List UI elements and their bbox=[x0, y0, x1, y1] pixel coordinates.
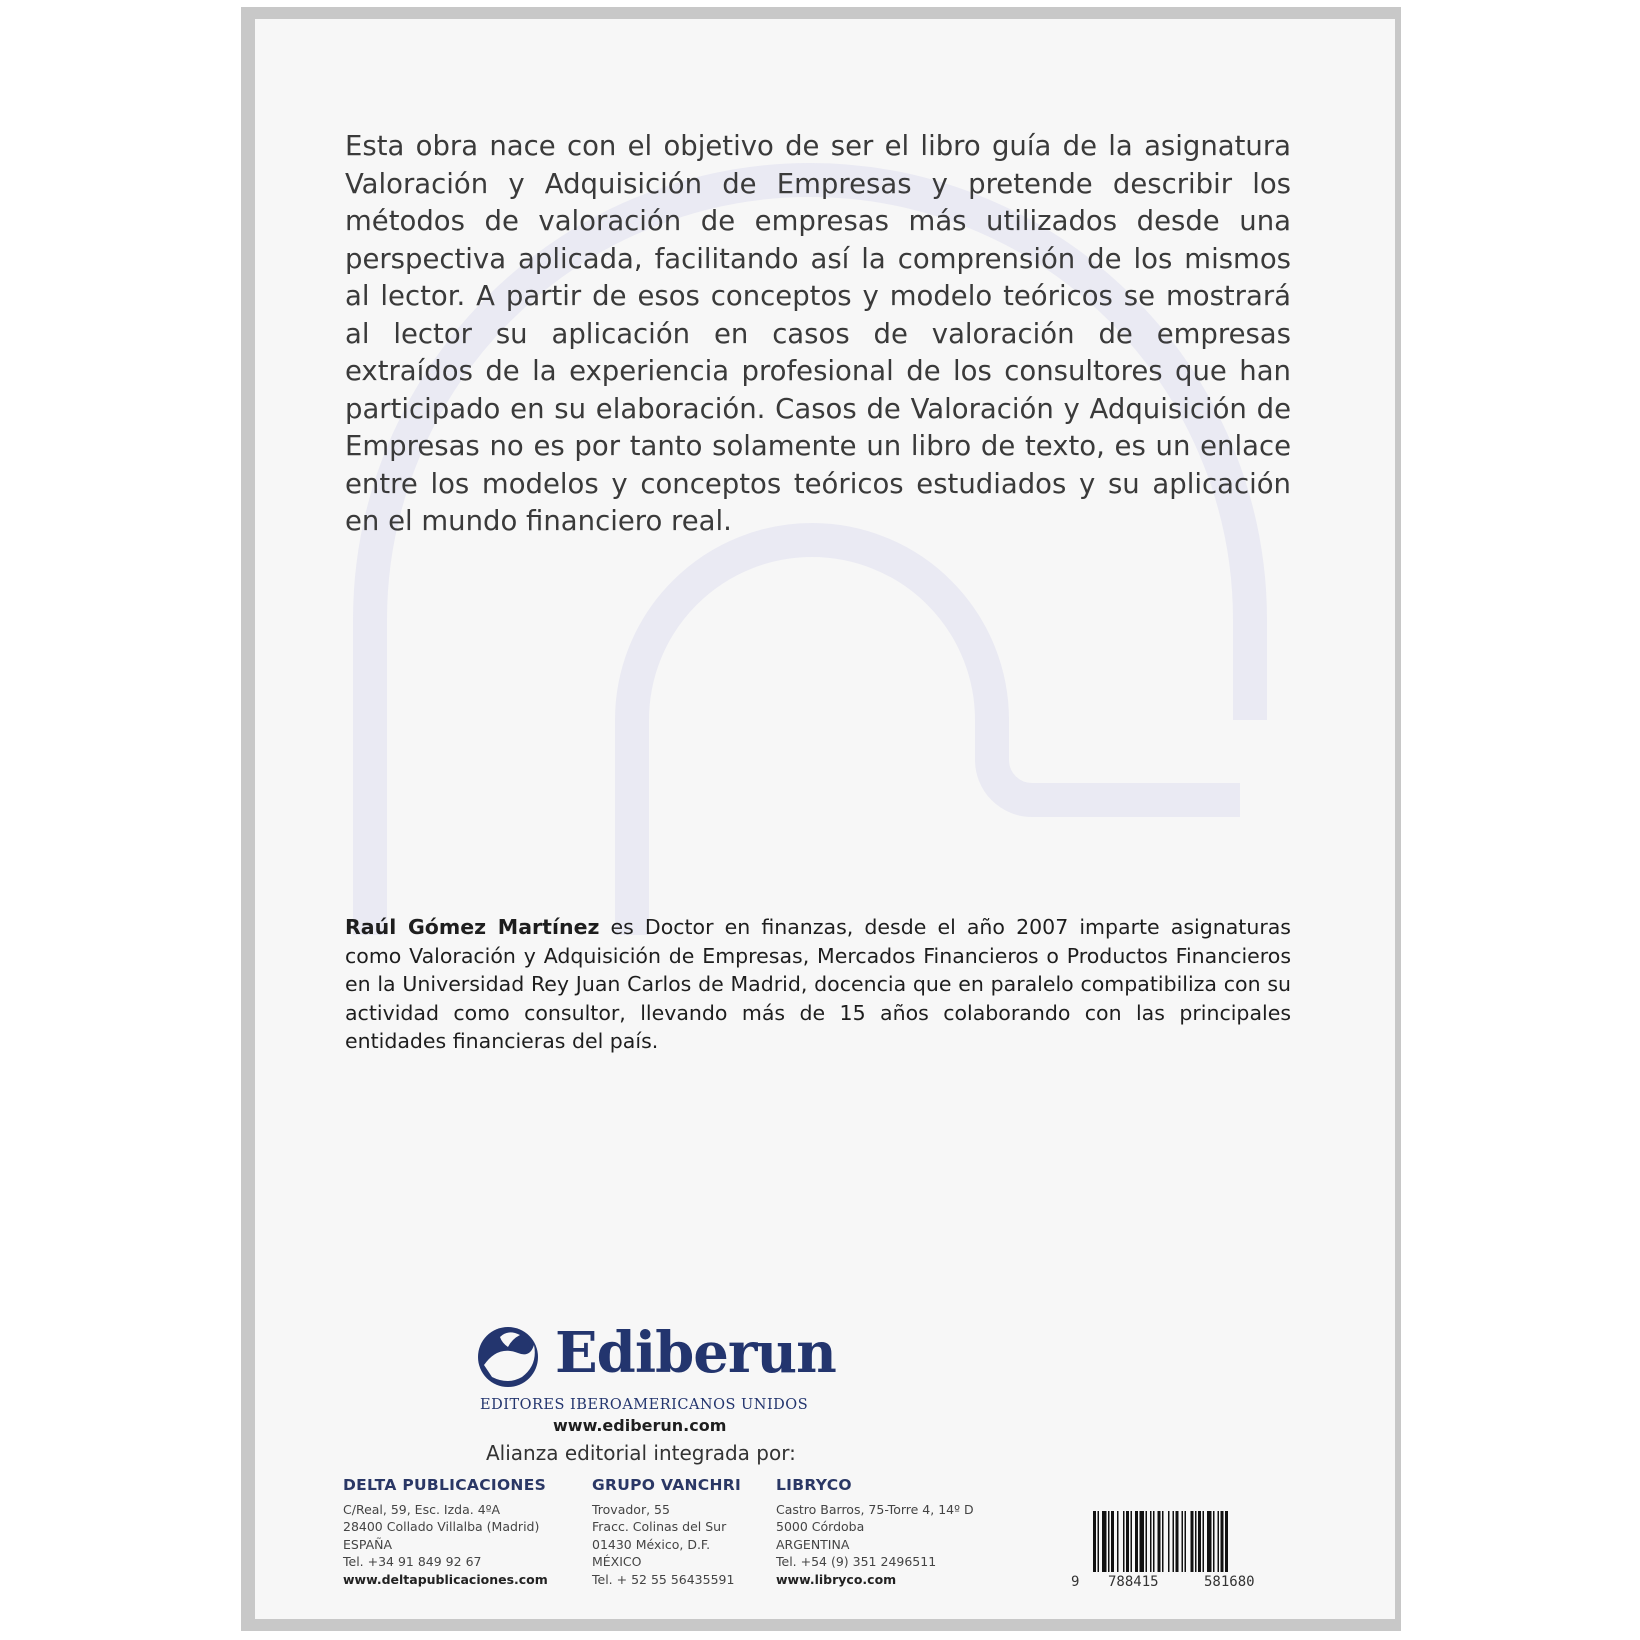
barcode-digits-right: 581680 bbox=[1204, 1574, 1255, 1590]
partner-name: GRUPO VANCHRI bbox=[592, 1476, 742, 1494]
author-bio-text: es Doctor en finanzas, desde el año 2007 imparte asignaturas como Valoración y Adquisición de Empresas, Mercados Financieros o Productos Financieros en la Universidad Rey Juan Carlos de Madrid, docencia que en paralelo compatibiliza con su actividad como consultor, llevando más de 15 años colaborando con las principales entidades financieras del país. bbox=[345, 915, 1291, 1053]
phone-line: Tel. +54 (9) 351 2496511 bbox=[776, 1554, 937, 1569]
barcode-bar bbox=[1117, 1511, 1119, 1572]
barcode-bar bbox=[1126, 1511, 1129, 1572]
barcode-bar bbox=[1162, 1511, 1164, 1572]
barcode-bar bbox=[1182, 1511, 1184, 1572]
publisher-website[interactable]: www.ediberun.com bbox=[553, 1416, 727, 1435]
publisher-subtitle: EDITORES IBEROAMERICANOS UNIDOS bbox=[480, 1397, 809, 1413]
address-line: 5000 Córdoba bbox=[776, 1519, 865, 1534]
barcode-bar bbox=[1185, 1511, 1187, 1572]
barcode-bar bbox=[1191, 1511, 1194, 1572]
barcode-bar bbox=[1203, 1511, 1205, 1572]
address-line: MÉXICO bbox=[592, 1554, 642, 1569]
barcode-bar bbox=[1225, 1511, 1228, 1572]
partner-name: LIBRYCO bbox=[776, 1476, 852, 1494]
partner-website[interactable]: www.deltapublicaciones.com bbox=[343, 1571, 548, 1587]
barcode-digits-left: 788415 bbox=[1108, 1574, 1159, 1590]
barcode-bar bbox=[1173, 1511, 1175, 1572]
barcode-bar bbox=[1140, 1511, 1145, 1572]
partner-name: DELTA PUBLICACIONES bbox=[343, 1476, 547, 1494]
barcode-bar bbox=[1111, 1511, 1114, 1572]
address-line: 28400 Collado Villalba (Madrid) bbox=[343, 1519, 540, 1534]
barcode-bar bbox=[1195, 1511, 1197, 1572]
barcode-bar bbox=[1098, 1511, 1100, 1572]
alliance-heading: Alianza editorial integrada por: bbox=[486, 1441, 796, 1465]
barcode-bar bbox=[1153, 1511, 1155, 1572]
barcode-bar bbox=[1168, 1511, 1170, 1572]
barcode-bar bbox=[1135, 1511, 1138, 1572]
phone-line: Tel. + 52 55 56435591 bbox=[592, 1571, 735, 1587]
address-line: 01430 México, D.F. bbox=[592, 1536, 711, 1552]
address-line: ESPAÑA bbox=[343, 1536, 393, 1552]
phone-line: Tel. +34 91 849 92 67 bbox=[343, 1554, 482, 1569]
barcode-bar bbox=[1146, 1511, 1148, 1572]
address-line: C/Real, 59, Esc. Izda. 4ºA bbox=[343, 1501, 501, 1517]
address-line: Castro Barros, 75-Torre 4, 14º D bbox=[776, 1501, 974, 1517]
barcode-bar bbox=[1221, 1511, 1224, 1572]
description-paragraph: Esta obra nace con el objetivo de ser el libro guía de la asignatura Valoración y Adquisición de Empresas y pretende describir los métodos de valoración de empresas más utilizados desde una perspectiva aplicada, facilitando así la comprensión de los mismos al lector. A partir de esos conceptos y modelo teóricos se mostrará al lector su aplicación en casos de valoración de empresas extraídos de la experiencia profesional de los consultores que han participado en su elaboración. Casos de Valoración y Adquisición de Empresas no es por tanto solamente un libro de texto, es un enlace entre los modelos y conceptos teóricos estudiados y su aplicación en el mundo financiero real. bbox=[345, 130, 1291, 537]
barcode-digit-prefix: 9 bbox=[1071, 1574, 1080, 1590]
barcode-bar bbox=[1198, 1511, 1201, 1572]
barcode-bar bbox=[1131, 1511, 1133, 1572]
address-line: ARGENTINA bbox=[776, 1536, 850, 1552]
barcode-bar bbox=[1150, 1511, 1152, 1572]
barcode-bar bbox=[1218, 1511, 1220, 1572]
barcode-bar bbox=[1093, 1511, 1096, 1572]
barcode-bar bbox=[1108, 1511, 1110, 1572]
partner-libryco bbox=[776, 1477, 974, 1588]
barcode-bar bbox=[1207, 1511, 1212, 1572]
barcode-bar bbox=[1102, 1511, 1107, 1572]
address-line: Fracc. Colinas del Sur bbox=[592, 1519, 727, 1534]
address-line: Trovador, 55 bbox=[592, 1501, 670, 1517]
partner-website[interactable]: www.libryco.com bbox=[776, 1571, 897, 1587]
author-name: Raúl Gómez Martínez bbox=[345, 915, 600, 939]
barcode-bar bbox=[1213, 1511, 1215, 1572]
barcode-bar bbox=[1158, 1511, 1161, 1572]
isbn-barcode bbox=[1092, 1511, 1284, 1572]
author-bio bbox=[345, 913, 1291, 1056]
partner-delta bbox=[343, 1477, 548, 1588]
partner-vanchri bbox=[592, 1477, 741, 1588]
barcode-bar bbox=[1123, 1511, 1125, 1572]
barcode-bar bbox=[1176, 1511, 1179, 1572]
publisher-logo-text: Ediberun bbox=[555, 1320, 836, 1386]
